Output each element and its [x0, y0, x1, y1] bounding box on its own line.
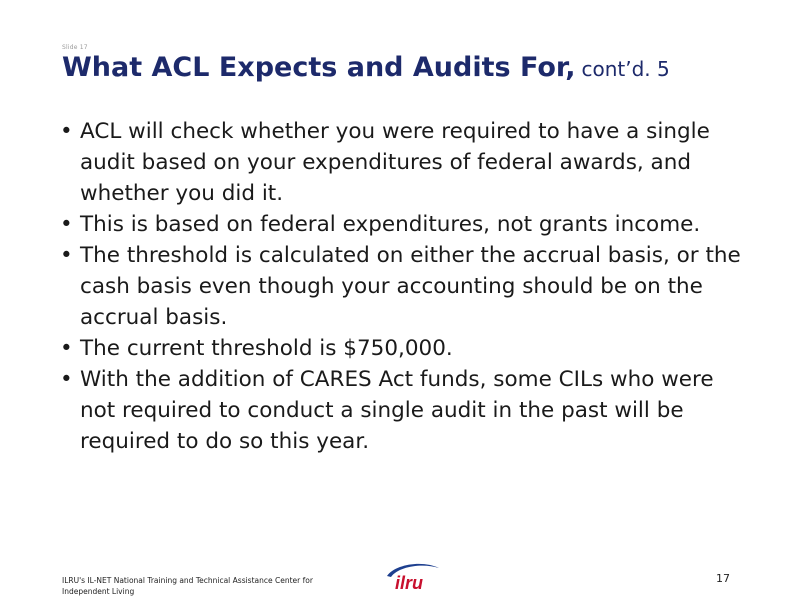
footer-org-text — [62, 575, 352, 597]
bullet-marker: • — [60, 336, 73, 361]
bullet-marker: • — [60, 367, 73, 392]
bullet-marker: • — [60, 212, 73, 237]
footer-line-1: ILRU's IL-NET National Training and Technical Assistance Center for — [62, 576, 313, 585]
bullet-text: This is based on federal expenditures, not grants income. — [80, 212, 701, 237]
slide-tag: Slide 17 — [62, 44, 88, 51]
bullet-list — [60, 116, 750, 457]
page-number: 17 — [716, 572, 730, 585]
slide-title — [62, 52, 762, 83]
footer-line-2: Independent Living — [62, 587, 135, 596]
bullet-marker: • — [60, 119, 73, 144]
bullet-item — [60, 209, 750, 240]
title-suffix: cont’d. 5 — [581, 57, 670, 81]
bullet-item — [60, 333, 750, 364]
logo-text: ilru — [395, 573, 424, 592]
ilru-logo — [383, 560, 443, 592]
bullet-item — [60, 364, 750, 457]
title-main: What ACL Expects and Audits For, — [62, 52, 576, 83]
bullet-marker: • — [60, 243, 73, 268]
bullet-item — [60, 116, 750, 209]
bullet-text: The threshold is calculated on either the accrual basis, or the cash basis even though your accounting should be on the accrual basis. — [80, 243, 741, 330]
bullet-text: With the addition of CARES Act funds, some CILs who were not required to conduct a single audit in the past will be required to do so this year. — [80, 367, 714, 454]
bullet-text: The current threshold is $750,000. — [80, 336, 453, 361]
bullet-item — [60, 240, 750, 333]
bullet-text: ACL will check whether you were required to have a single audit based on your expenditures of federal awards, and whether you did it. — [80, 119, 710, 206]
